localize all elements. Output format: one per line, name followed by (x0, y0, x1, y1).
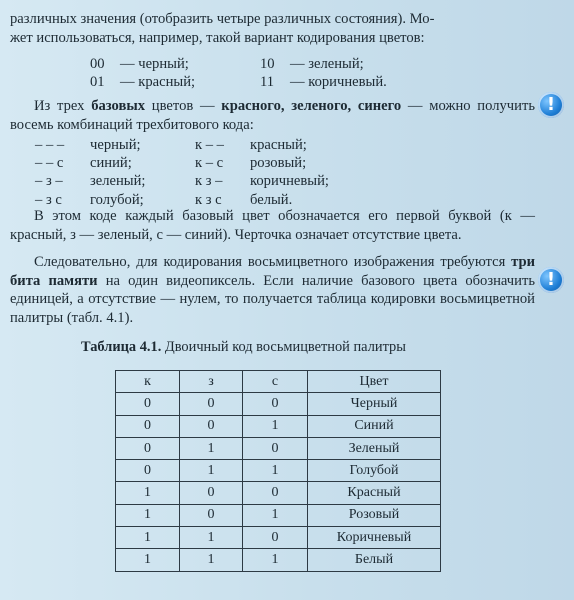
cell-s: 1 (243, 504, 308, 526)
combo-code: – з с (35, 191, 62, 208)
base-colors-term: красного, зеленого, синего (221, 98, 402, 114)
two-bit-code-list (90, 55, 387, 91)
table-row (116, 460, 441, 482)
combo-code: к з с (195, 191, 222, 208)
base-colors-paragraph: Из трех базовых цветов — красного, зеленого, синего — можно получить восемь комбинаций трехбитового кода: (10, 98, 535, 133)
exclamation-icon: ! (538, 92, 564, 118)
cell-s: 1 (243, 549, 308, 571)
table-row (116, 393, 441, 415)
cell-color: Красный (308, 482, 441, 504)
exclamation-icon: ! (538, 267, 564, 293)
three-bits-term: три бита памяти (10, 254, 535, 289)
cell-z: 1 (180, 460, 243, 482)
combo-color: белый. (250, 191, 293, 208)
two-bit-code-row (90, 55, 387, 73)
combo-color: черный; (90, 137, 141, 153)
combo-code: к – – (195, 137, 224, 153)
combo-color: голубой; (90, 191, 144, 208)
table-caption (81, 339, 406, 356)
cell-s: 1 (243, 460, 308, 482)
intro-line-2: жет использоваться, например, такой вариант кодирования цветов: (10, 29, 425, 46)
cell-color: Розовый (308, 504, 441, 526)
combo-row (35, 154, 329, 172)
table-row (116, 527, 441, 549)
combo-code: – з – (35, 173, 63, 190)
cell-z: 1 (180, 437, 243, 459)
intro-text (10, 10, 535, 47)
combo-code: к – с (195, 155, 224, 172)
cell-k: 1 (116, 527, 180, 549)
header-color: Цвет (308, 371, 441, 393)
combo-color: зеленый; (90, 173, 146, 190)
cell-k: 0 (116, 460, 180, 482)
code-color: — зеленый; (290, 56, 364, 72)
combo-color: синий; (90, 155, 132, 172)
cell-z: 0 (180, 393, 243, 415)
cell-k: 1 (116, 549, 180, 571)
cell-color: Синий (308, 415, 441, 437)
cell-k: 1 (116, 482, 180, 504)
header-z: з (180, 371, 243, 393)
table-row (116, 504, 441, 526)
table-number: Таблица 4.1. (81, 339, 162, 355)
cell-s: 0 (243, 527, 308, 549)
cell-s: 0 (243, 482, 308, 504)
base-term: базовых (91, 98, 146, 114)
intro-line-1: различных значения (отобразить четыре различных состояния). Мо- (10, 11, 435, 27)
cell-z: 1 (180, 549, 243, 571)
table-row (116, 437, 441, 459)
table-header-row (116, 371, 441, 393)
cell-z: 1 (180, 527, 243, 549)
conclusion-paragraph: Следовательно, для кодирования восьмицветного изображения требуются три бита памяти на один видеопиксель. Если наличие базового цвета обозначить единицей, а отсутствие — нулем, то получается таблица кодировки восьмицветной палитры (табл. 4.1). (10, 254, 535, 326)
code: 01 (90, 74, 105, 91)
cell-s: 0 (243, 393, 308, 415)
code: 10 (260, 56, 275, 72)
combo-code: к з – (195, 173, 223, 190)
code-explanation-paragraph: В этом коде каждый базовый цвет обозначается его первой буквой (к — красный, з — зеленый, с — синий). Черточка означает отсутствие цвета. (10, 208, 535, 243)
cell-s: 1 (243, 415, 308, 437)
combo-color: красный; (250, 137, 307, 153)
code-color: — черный; (120, 56, 189, 72)
two-bit-code-row (90, 73, 387, 91)
table-row (116, 482, 441, 504)
code: 00 (90, 56, 105, 72)
three-bit-combo-list (35, 136, 329, 209)
combo-code: – – – (35, 137, 65, 153)
cell-z: 0 (180, 482, 243, 504)
code-color: — красный; (120, 74, 196, 91)
code: 11 (260, 74, 275, 91)
cell-z: 0 (180, 415, 243, 437)
table-row (116, 549, 441, 571)
combo-code: – – с (35, 155, 64, 172)
cell-color: Коричневый (308, 527, 441, 549)
table-row (116, 415, 441, 437)
cell-k: 0 (116, 415, 180, 437)
code-color: — коричневый. (290, 74, 387, 91)
combo-color: коричневый; (250, 173, 329, 190)
cell-color: Черный (308, 393, 441, 415)
palette-code-table (115, 370, 441, 572)
table-title: Двоичный код восьмицветной палитры (161, 339, 406, 355)
cell-k: 1 (116, 504, 180, 526)
cell-s: 0 (243, 437, 308, 459)
combo-color: розовый; (250, 155, 307, 172)
cell-z: 0 (180, 504, 243, 526)
header-k: к (116, 371, 180, 393)
combo-row (35, 136, 329, 154)
cell-k: 0 (116, 437, 180, 459)
cell-color: Голубой (308, 460, 441, 482)
cell-color: Белый (308, 549, 441, 571)
cell-k: 0 (116, 393, 180, 415)
combo-row (35, 172, 329, 190)
header-s: с (243, 371, 308, 393)
cell-color: Зеленый (308, 437, 441, 459)
